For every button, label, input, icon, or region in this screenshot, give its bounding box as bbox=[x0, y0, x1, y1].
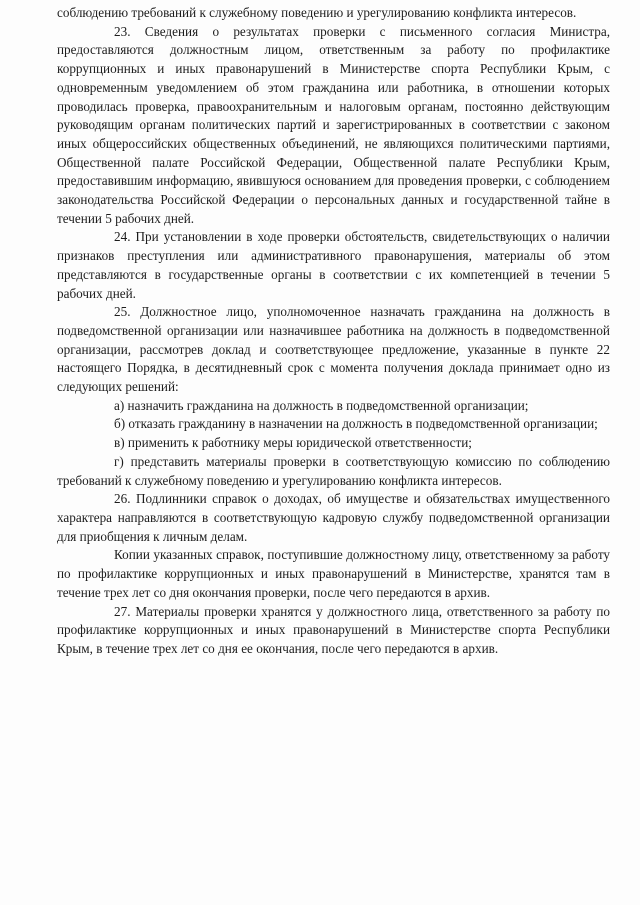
paragraph: Копии указанных справок, поступившие должностному лицу, ответственному за работу по профилактике коррупционных и иных правонарушений в Министерстве, хранятся там в течение трех лет со дня окончания проверки, после чего передаются в архив. bbox=[57, 547, 610, 600]
paragraph: б) отказать гражданину в назначении на должность в подведомственной организации; bbox=[114, 416, 598, 432]
paragraph: 25. Должностное лицо, уполномоченное назначать гражданина на должность в подведомственной организации или назначившее работника на должность в подведомственной организации, рассмотрев доклад и соответствующее предложение, указанные в пункте 22 настоящего Порядка, в десятидневный срок с момента получения доклада принимает одно из следующих решений: bbox=[57, 304, 610, 395]
paragraph: а) назначить гражданина на должность в подведомственной организации; bbox=[114, 397, 529, 413]
paragraph: 23. Сведения о результатах проверки с письменного согласия Министра, предоставляются должностным лицом, ответственным за работу по профилактике коррупционных и иных правонарушений в Министерстве спорта Республики Крым, с одновременным уведомлением об этом гражданина или работника, в отношении которых проводилась проверка, правоохранительным и налоговым органам, постоянно действующим руководящим органам политических партий и зарегистрированных в соответствии с законом иных общероссийских общественных объединений, не являющихся политическими партиями, Общественной палате Российской Федерации, Общественной палате Республики Крым, предоставившим информацию, явившуюся основанием для проведения проверки, с соблюдением законодательства Российской Федерации о персональных данных и государственной тайне в течении 5 рабочих дней. bbox=[57, 23, 610, 226]
document-body bbox=[57, 4, 610, 659]
paragraph: 24. При установлении в ходе проверки обстоятельств, свидетельствующих о наличии признаков преступления или административного правонарушения, материалы об этом представляются в государственные органы в соответствии с их компетенцией в течении 5 рабочих дней. bbox=[57, 229, 610, 301]
paragraph: в) применить к работнику меры юридической ответственности; bbox=[114, 435, 472, 451]
paragraph: соблюдению требований к служебному поведению и урегулированию конфликта интересов. bbox=[57, 5, 577, 20]
paragraph: 27. Материалы проверки хранятся у должностного лица, ответственного за работу по профилактике коррупционных и иных правонарушений в Министерстве спорта Республики Крым, в течение трех лет со дня ее окончания, после чего передаются в архив. bbox=[57, 603, 610, 656]
paragraph: г) представить материалы проверки в соответствующую комиссию по соблюдению требований к служебному поведению и урегулированию конфликта интересов. bbox=[57, 453, 610, 488]
paragraph: 26. Подлинники справок о доходах, об имуществе и обязательствах имущественного характера направляются в соответствующую кадровую службу подведомственной организации для приобщения к личным делам. bbox=[57, 491, 610, 544]
